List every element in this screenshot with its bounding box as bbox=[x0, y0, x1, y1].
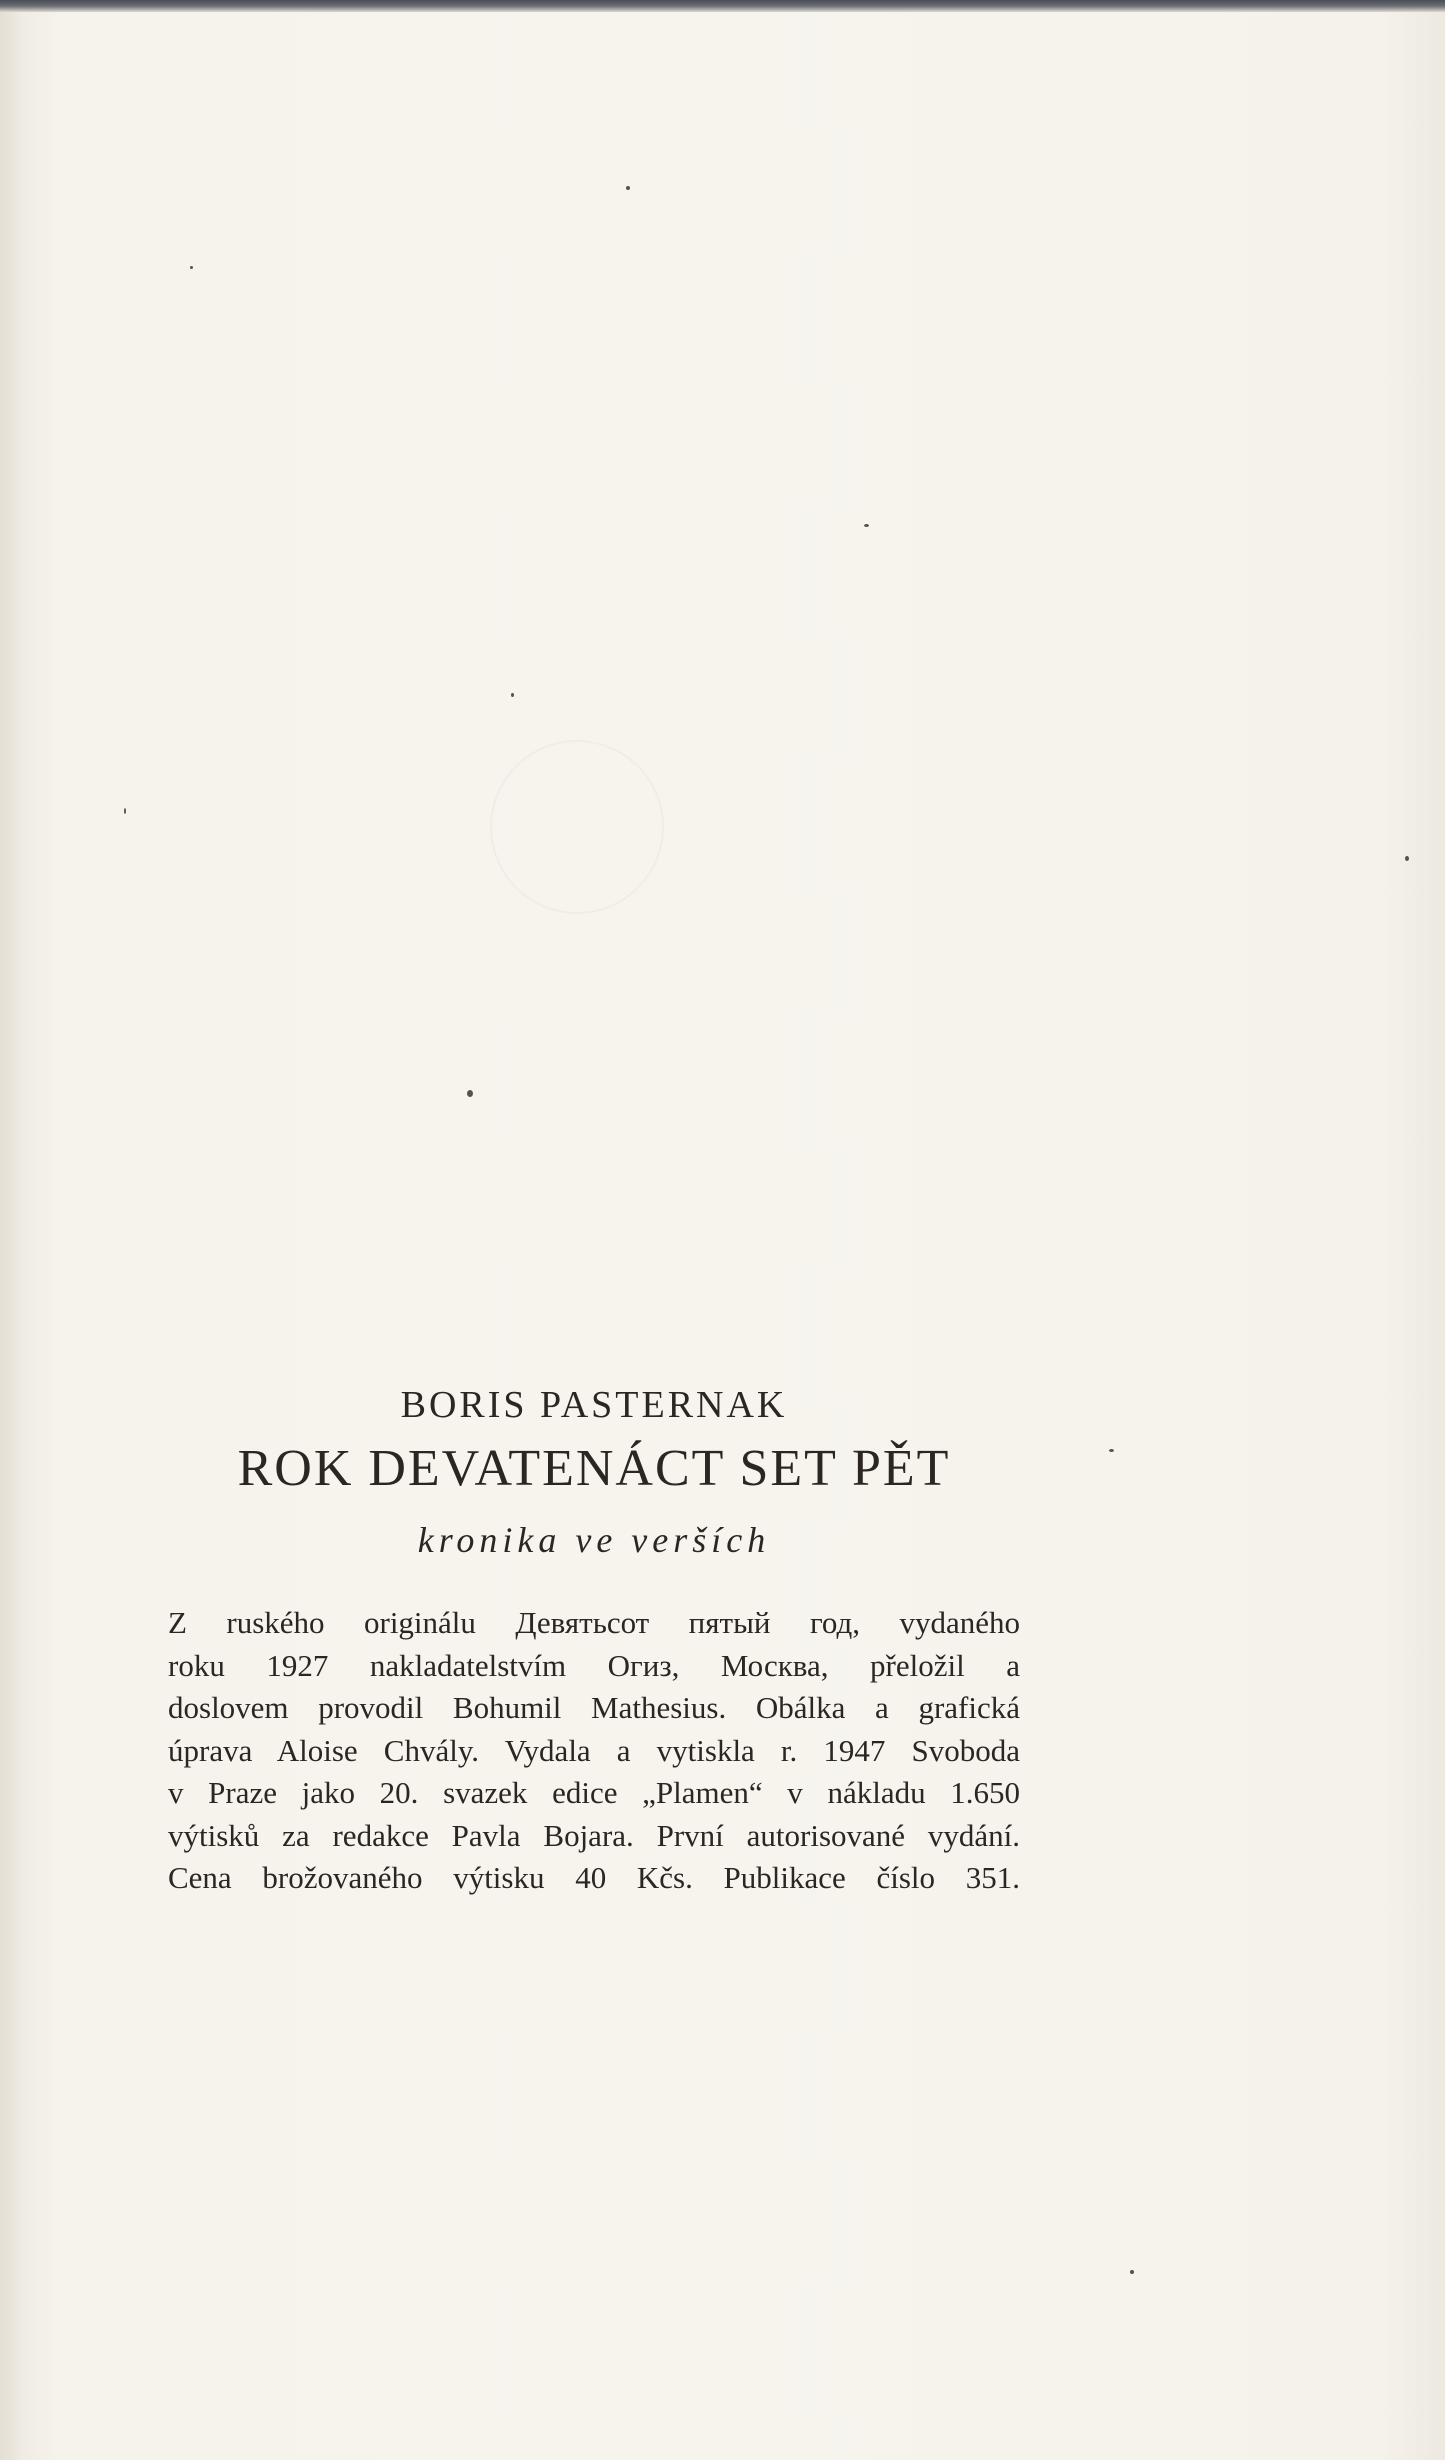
book-title: ROK DEVATENÁCT SET PĚT bbox=[237, 1440, 951, 1497]
faint-embossed-mark bbox=[490, 740, 664, 914]
paper-speck bbox=[1130, 2270, 1134, 2274]
colophon bbox=[168, 1602, 1020, 1900]
page-top-edge bbox=[0, 0, 1445, 12]
paper-speck bbox=[1405, 856, 1409, 861]
paper-speck bbox=[467, 1090, 473, 1097]
paper-speck bbox=[626, 186, 630, 190]
colophon-line: úprava Aloise Chvály. Vydala a vytiskla r. 1947 Svoboda bbox=[168, 1732, 1020, 1768]
paper-speck bbox=[190, 266, 193, 269]
colophon-line: v Praze jako 20. svazek edice „Plamen“ v nákladu 1.650 bbox=[168, 1775, 1020, 1810]
page-left-edge-shadow bbox=[0, 12, 22, 2460]
book-subtitle: kronika ve verších bbox=[417, 1520, 771, 1560]
paper-speck bbox=[1109, 1449, 1114, 1452]
colophon-line: doslovem provodil Bohumil Mathesius. Obálka a grafická bbox=[168, 1690, 1020, 1725]
title-page-text bbox=[168, 1380, 1020, 1900]
colophon-line: roku 1927 nakladatelstvím Огиз, Москва, přeložil a bbox=[168, 1647, 1020, 1683]
paper-speck bbox=[124, 808, 126, 814]
paper-speck bbox=[511, 693, 514, 697]
colophon-line: Cena brožovaného výtisku 40 Kčs. Publikace číslo 351. bbox=[168, 1860, 1020, 1895]
paper-speck bbox=[864, 524, 869, 527]
author-name: BORIS PASTERNAK bbox=[400, 1384, 788, 1426]
colophon-line: výtisků za redakce Pavla Bojara. První autorisované vydání. bbox=[168, 1817, 1020, 1853]
colophon-line: Z ruského originálu Девятьсот пятый год, vydaného bbox=[168, 1605, 1020, 1640]
